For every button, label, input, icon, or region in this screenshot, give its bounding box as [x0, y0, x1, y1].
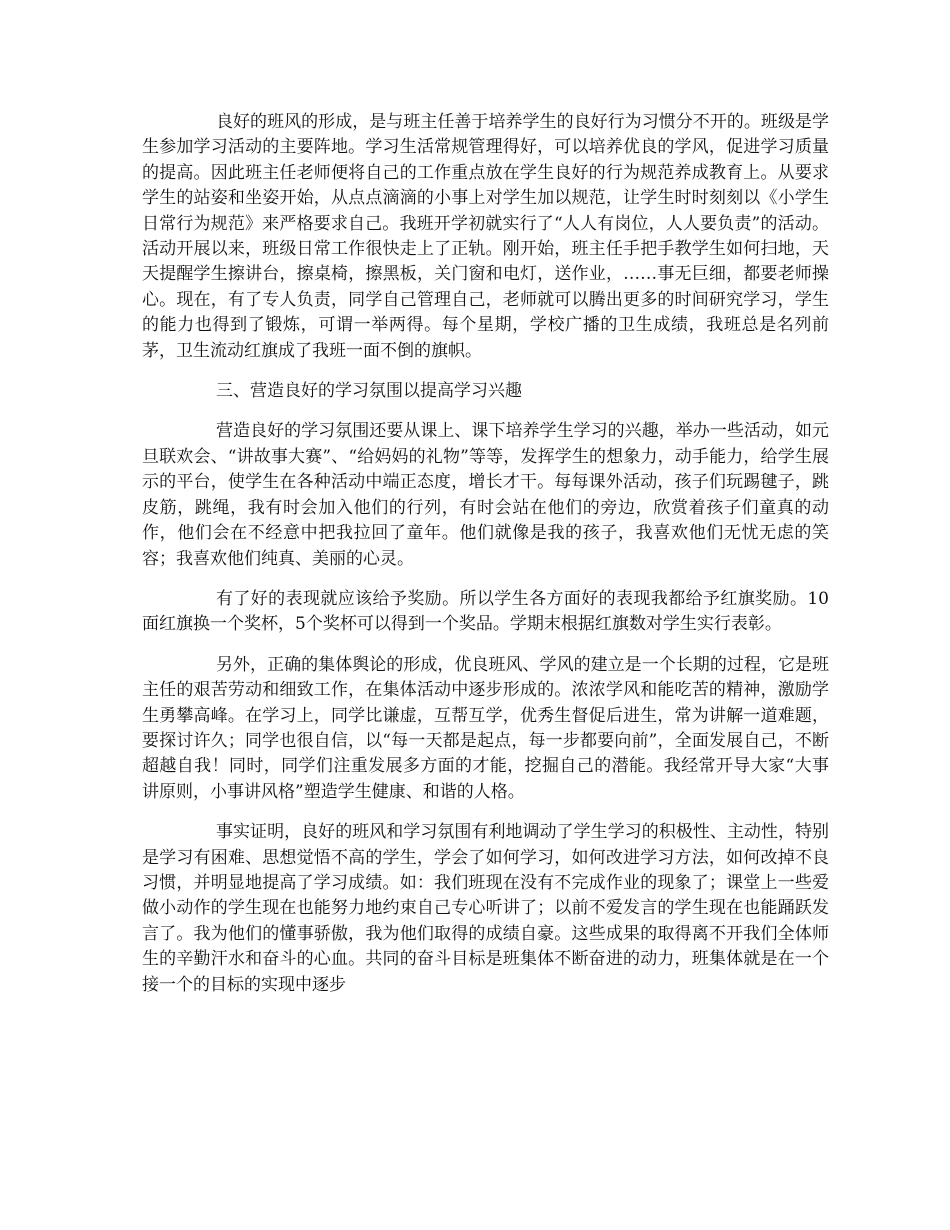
- section-heading-learning-atmosphere: 三、营造良好的学习氛围以提高学习兴趣: [216, 381, 522, 402]
- paragraph-rewards: 有了好的表现就应该给予奖励。所以学生各方面好的表现我都给予红旗奖励。10面红旗换一个奖杯，5个奖杯可以得到一个奖品。学期末根据红旗数对学生实行表彰。: [142, 588, 829, 635]
- paragraph-results: 事实证明，良好的班风和学习氛围有利地调动了学生学习的积极性、主动性，特别是学习有困难、思想觉悟不高的学生，学会了如何学习，如何改进学习方法，如何改掉不良习惯，并明显地提高了学习成绩。如：我们班现在没有不完成作业的现象了；课堂上一些爱做小动作的学生现在也能努力地约束自己专心听讲了；以前不爱发言的学生现在也能踊跃发言了。我为他们的懂事骄傲，我为他们取得的成绩自豪。这些成果的取得离不开我们全体师生的辛勤汗水和奋斗的心血。共同的奋斗目标是班集体不断奋进的动力，班集体就是在一个接一个的目标的实现中逐步: [142, 822, 829, 995]
- paragraph-learning-atmosphere: 营造良好的学习氛围还要从课上、课下培养学生学习的兴趣，举办一些活动，如元旦联欢会、“讲故事大赛”、“给妈妈的礼物”等等，发挥学生的想象力，动手能力，给学生展示的平台，使学生在各种活动中端正态度，增长才干。每每课外活动，孩子们玩踢毽子，跳皮筋，跳绳，我有时会加入他们的行列，有时会站在他们的旁边，欣赏着孩子们童真的动作，他们会在不经意中把我拉回了童年。他们就像是我的孩子，我喜欢他们无忧无虑的笑容；我喜欢他们纯真、美丽的心灵。: [142, 421, 829, 569]
- document-page: [142, 110, 829, 1013]
- paragraph-collective-opinion: 另外，正确的集体舆论的形成，优良班风、学风的建立是一个长期的过程，它是班主任的艰苦劳动和细致工作，在集体活动中逐步形成的。浓浓学风和能吃苦的精神，激励学生勇攀高峰。在学习上，同学比谦虚，互帮互学，优秀生督促后进生，常为讲解一道难题，要探讨许久；同学也很自信，以“每一天都是起点，每一步都要向前”，全面发展自己，不断超越自我！同时，同学们注重发展多方面的才能，挖掘自己的潜能。我经常开导大家“大事讲原则，小事讲风格”塑造学生健康、和谐的人格。: [142, 654, 829, 802]
- paragraph-class-style: 良好的班风的形成，是与班主任善于培养学生的良好行为习惯分不开的。班级是学生参加学习活动的主要阵地。学习生活常规管理得好，可以培养优良的学风，促进学习质量的提高。因此班主任老师便将自己的工作重点放在学生良好的行为规范养成教育上。从要求学生的站姿和坐姿开始，从点点滴滴的小事上对学生加以规范，让学生时时刻刻以《小学生日常行为规范》来严格要求自己。我班开学初就实行了“人人有岗位，人人要负责”的活动。活动开展以来，班级日常工作很快走上了正轨。刚开始，班主任手把手教学生如何扫地，天天提醒学生擦讲台，擦桌椅，擦黑板，关门窗和电灯，送作业，……事无巨细，都要老师操心。现在，有了专人负责，同学自己管理自己，老师就可以腾出更多的时间研究学习，学生的能力也得到了锻炼，可谓一举两得。每个星期，学校广播的卫生成绩，我班总是名列前茅，卫生流动红旗成了我班一面不倒的旗帜。: [142, 112, 829, 361]
